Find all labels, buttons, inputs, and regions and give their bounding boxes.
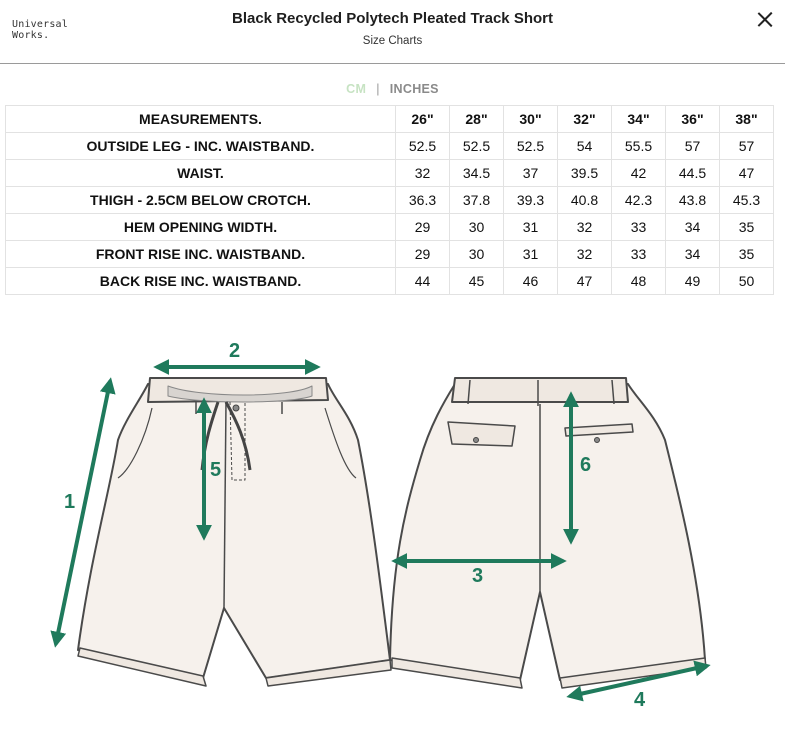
- product-title: Black Recycled Polytech Pleated Track Short: [232, 10, 553, 27]
- value-cell: 37.8: [450, 187, 504, 214]
- value-cell: 42.3: [612, 187, 666, 214]
- value-cell: 34: [666, 214, 720, 241]
- size-header-cell: 38": [720, 106, 774, 133]
- table-row: [6, 214, 774, 241]
- row-label-cell: THIGH - 2.5CM BELOW CROTCH.: [6, 187, 396, 214]
- value-cell: 34.5: [450, 160, 504, 187]
- value-cell: 37: [504, 160, 558, 187]
- row-label-cell: BACK RISE INC. WAISTBAND.: [6, 268, 396, 295]
- size-header-cell: 34": [612, 106, 666, 133]
- value-cell: 55.5: [612, 133, 666, 160]
- value-cell: 50: [720, 268, 774, 295]
- value-cell: 49: [666, 268, 720, 295]
- shorts-front-view: [78, 378, 391, 686]
- marker-2: 2: [229, 340, 241, 362]
- value-cell: 32: [396, 160, 450, 187]
- size-header-cell: 30": [504, 106, 558, 133]
- marker-4: 4: [634, 689, 646, 711]
- value-cell: 35: [720, 214, 774, 241]
- value-cell: 57: [720, 133, 774, 160]
- modal-subtitle: Size Charts: [362, 35, 423, 47]
- value-cell: 52.5: [396, 133, 450, 160]
- table-row: [6, 160, 774, 187]
- value-cell: 35: [720, 241, 774, 268]
- value-cell: 32: [558, 241, 612, 268]
- marker-6: 6: [580, 454, 592, 476]
- value-cell: 29: [396, 214, 450, 241]
- value-cell: 31: [504, 214, 558, 241]
- size-header-cell: 26": [396, 106, 450, 133]
- value-cell: 47: [558, 268, 612, 295]
- value-cell: 54: [558, 133, 612, 160]
- size-chart-table: [5, 105, 774, 295]
- value-cell: 30: [450, 241, 504, 268]
- size-header-cell: 36": [666, 106, 720, 133]
- size-header-cell: 32": [558, 106, 612, 133]
- brand-logo-line2: Works.: [12, 30, 50, 41]
- shorts-back-view: [390, 378, 706, 688]
- value-cell: 45.3: [720, 187, 774, 214]
- modal-header: [0, 0, 785, 64]
- row-label-cell: WAIST.: [6, 160, 396, 187]
- value-cell: 33: [612, 214, 666, 241]
- unit-toggle: [0, 82, 785, 96]
- value-cell: 40.8: [558, 187, 612, 214]
- table-row: [6, 187, 774, 214]
- unit-separator: |: [376, 82, 380, 96]
- value-cell: 44.5: [666, 160, 720, 187]
- value-cell: 32: [558, 214, 612, 241]
- value-cell: 44: [396, 268, 450, 295]
- value-cell: 34: [666, 241, 720, 268]
- size-header-cell: 28": [450, 106, 504, 133]
- close-icon[interactable]: [754, 9, 776, 31]
- value-cell: 43.8: [666, 187, 720, 214]
- value-cell: 31: [504, 241, 558, 268]
- marker-3: 3: [472, 565, 484, 587]
- table-row: [6, 241, 774, 268]
- value-cell: 39.5: [558, 160, 612, 187]
- value-cell: 29: [396, 241, 450, 268]
- table-row: [6, 133, 774, 160]
- value-cell: 39.3: [504, 187, 558, 214]
- header-label-cell: MEASUREMENTS.: [6, 106, 396, 133]
- table-header-row: [6, 106, 774, 133]
- value-cell: 36.3: [396, 187, 450, 214]
- value-cell: 30: [450, 214, 504, 241]
- value-cell: 47: [720, 160, 774, 187]
- row-label-cell: HEM OPENING WIDTH.: [6, 214, 396, 241]
- value-cell: 52.5: [504, 133, 558, 160]
- value-cell: 52.5: [450, 133, 504, 160]
- brand-logo-line1: Universal: [12, 19, 68, 30]
- value-cell: 48: [612, 268, 666, 295]
- value-cell: 46: [504, 268, 558, 295]
- unit-cm-tab[interactable]: CM: [346, 82, 367, 96]
- shorts-measurement-diagram: [0, 330, 785, 729]
- value-cell: 42: [612, 160, 666, 187]
- row-label-cell: FRONT RISE INC. WAISTBAND.: [6, 241, 396, 268]
- value-cell: 57: [666, 133, 720, 160]
- unit-inches-tab[interactable]: INCHES: [389, 82, 439, 96]
- marker-1: 1: [64, 491, 76, 513]
- value-cell: 45: [450, 268, 504, 295]
- row-label-cell: OUTSIDE LEG - INC. WAISTBAND.: [6, 133, 396, 160]
- value-cell: 33: [612, 241, 666, 268]
- table-row: [6, 268, 774, 295]
- marker-5: 5: [210, 459, 222, 481]
